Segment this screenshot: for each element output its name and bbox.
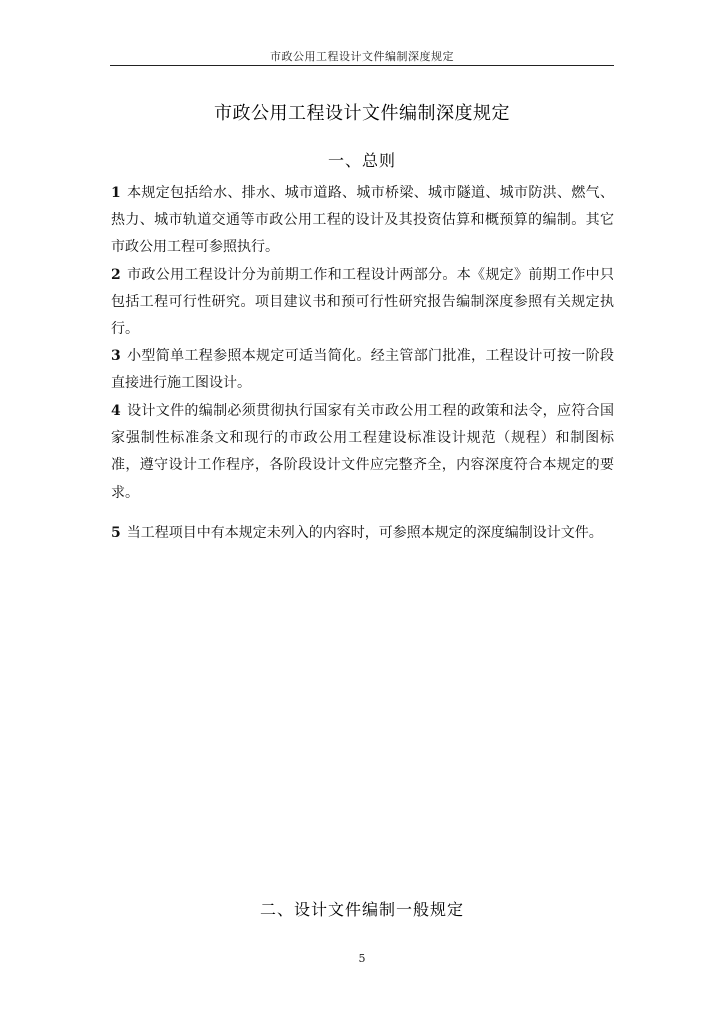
header-rule xyxy=(110,65,614,66)
section-heading-general: 一、总则 xyxy=(327,151,396,170)
page-number: 5 xyxy=(358,952,366,965)
clause-5 xyxy=(111,520,614,547)
clause-4 xyxy=(111,398,614,507)
clause-2 xyxy=(111,262,614,344)
clause-text: 设计文件的编制必须贯彻执行国家有关市政公用工程的政策和法令，应符合国家强制性标准条文和现行的市政公用工程建设标准设计规范（规程）和制图标准，遵守设计工作程序，各阶段设计文件应完整齐全，内容深度符合本规定的要求。 xyxy=(111,403,614,501)
running-header: 市政公用工程设计文件编制深度规定 xyxy=(270,50,454,63)
clause-text: 小型简单工程参照本规定可适当简化。经主管部门批准，工程设计可按一阶段直接进行施工图设计。 xyxy=(111,348,614,392)
section-heading-general-rules: 二、设计文件编制一般规定 xyxy=(259,900,464,919)
clause-number: 2 xyxy=(111,267,121,283)
clause-text: 本规定包括给水、排水、城市道路、城市桥梁、城市隧道、城市防洪、燃气、热力、城市轨道交通等市政公用工程的设计及其投资估算和概预算的编制。其它市政公用工程可参照执行。 xyxy=(111,185,614,256)
clause-number: 5 xyxy=(111,525,121,541)
clause-text: 市政公用工程设计分为前期工作和工程设计两部分。本《规定》前期工作中只包括工程可行性研究。项目建议书和预可行性研究报告编制深度参照有关规定执行。 xyxy=(111,267,614,338)
clause-text: 当工程项目中有本规定未列入的内容时，可参照本规定的深度编制设计文件。 xyxy=(126,525,603,541)
clause-number: 1 xyxy=(111,185,121,201)
clause-3 xyxy=(111,343,614,397)
clause-number: 3 xyxy=(111,348,121,364)
clause-number: 4 xyxy=(111,403,121,419)
clause-1 xyxy=(111,180,614,262)
document-title: 市政公用工程设计文件编制深度规定 xyxy=(214,103,510,124)
